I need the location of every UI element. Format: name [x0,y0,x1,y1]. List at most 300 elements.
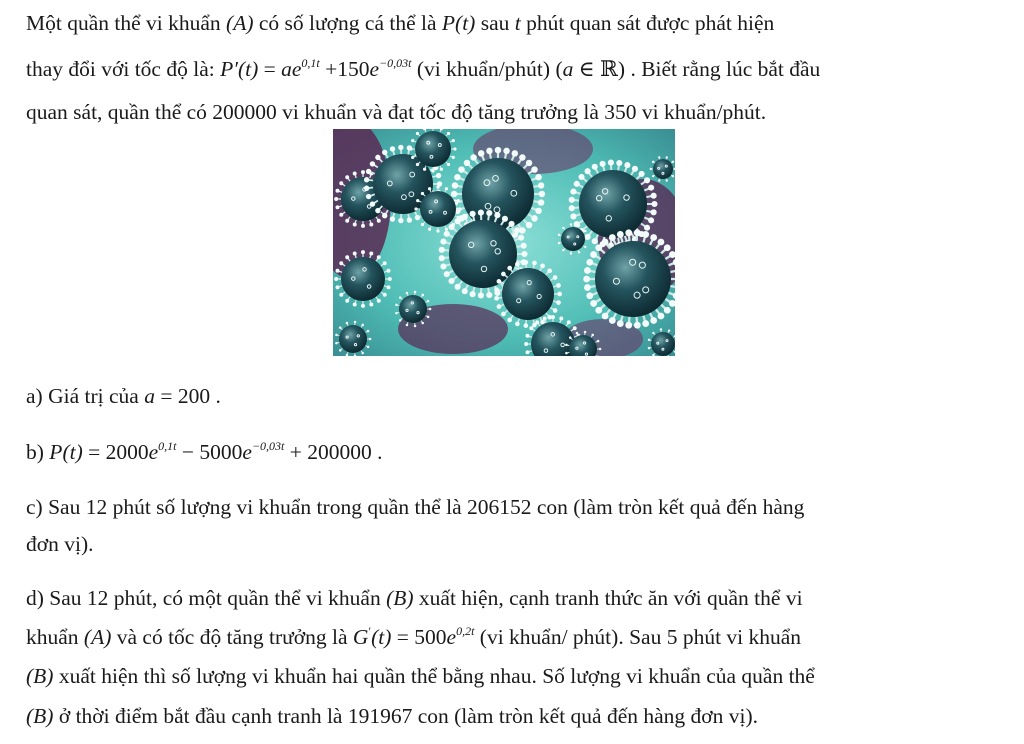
virus-spike-tip [658,239,665,246]
intro-line-3: quan sát, quần thể có 200000 vi khuẩn và đạt tốc độ tăng trưởng là 350 vi khuẩn/phút. [26,100,767,124]
virus-spike-tip [567,320,571,324]
virus-spike-tip [634,229,641,236]
virus-spike-tip [648,185,654,191]
virus-spike-tip [436,229,439,232]
option-c-line-1: c) Sau 12 phút số lượng vi khuẩn trong quần thể là 206152 con (làm tròn kết quả đến hàng [26,495,805,519]
option-b [26,438,383,466]
virus-spike-tip [444,231,450,237]
function-arg: (t) [371,625,392,649]
virus-spike-tip [486,292,492,298]
virus-spike-tip [650,168,652,170]
option-a-value: = 200 [154,384,211,408]
condition-paren: ( [555,57,563,81]
virus-spike-tip [625,229,632,236]
virus-spike-tip [436,173,441,178]
option-c-line-2: đơn vị). [26,532,94,556]
virus-spike-tip [440,168,443,171]
virus-spike-tip [501,272,506,277]
virus-spike-tip [497,279,502,284]
function-arg: (t) [237,57,259,81]
intro-line-1 [26,9,774,37]
virus-spike-tip [367,346,370,349]
virus-spike-tip [470,291,476,297]
virus-body [653,159,673,179]
virus-spike-tip [570,213,576,219]
virus-spike-tip [339,261,343,265]
virus-spike-tip [377,299,381,303]
virus-spike-tip [584,284,591,291]
virus-spike-tip [444,271,450,277]
bacteria-image [333,129,675,356]
intro-text: thay đổi với tốc độ là: [26,57,221,81]
virus-spike-tip [335,189,339,193]
virus-spike-tip [609,234,616,241]
virus-spike-tip [553,308,558,313]
virus-spike-tip [514,227,520,233]
virus-spike-tip [429,308,432,311]
virus-spike-tip [334,197,338,201]
virus-spike-tip [411,156,414,159]
virus-spike-tip [565,344,568,347]
virus-spike-tip [668,329,670,331]
virus-spike-tip [660,328,662,330]
virus-spike-tip [447,132,450,135]
virus-spike-tip [421,294,424,297]
virus-spike-tip [387,269,391,273]
virus-body [502,268,554,320]
virus-spike-tip [369,223,373,227]
virus-spike-tip [652,175,654,177]
virus-spike-tip [507,318,512,323]
virus-spike-tip [524,342,528,346]
virus-body [595,241,671,317]
virus-spike-tip [395,304,398,307]
virus-spike-tip [570,223,572,225]
virus-spike-tip [388,277,392,281]
virus-spike-tip [495,147,501,153]
virus-spike-tip [335,334,338,337]
virus-spike-tip [462,288,468,294]
euler-e: e [369,57,380,81]
virus-spike-tip [644,225,650,231]
option-b-constant: + 200000 . [284,440,383,464]
virus-spike-tip [369,251,373,255]
virus-spike-tip [648,339,650,341]
option-d-coef: = 500 [391,625,447,649]
virus-spike-tip [531,166,537,172]
virus-spike-tip [602,239,609,246]
option-d-text: và có tốc độ tăng trưởng là [111,625,353,649]
virus-spike-tip [398,218,403,223]
virus-spike-tip [345,255,349,259]
virus-spike-tip [664,307,671,314]
virus-spike-tip [664,244,671,251]
virus-spike-tip [562,227,564,229]
virus-spike-tip [409,147,412,150]
virus-spike-tip [454,174,460,180]
virus-spike-tip [562,249,564,251]
virus-spike-tip [531,215,537,221]
virus-spike-tip [521,243,527,249]
virus-spike-tip [578,251,580,253]
virus-spike-tip [569,197,575,203]
virus-spike-tip [642,320,649,327]
virus-spike-tip [525,350,529,354]
virus-spike-tip [447,163,450,166]
intro-line-2 [26,55,820,83]
virus-spike-tip [583,276,590,283]
exponent-1: 0,1t [301,56,320,70]
virus-spike-tip [361,324,364,327]
virus-spike-tip [651,201,657,207]
intro-text: Một quần thể vi khuẩn [26,11,227,35]
virus-spike-tip [650,234,657,241]
virus-spike-tip [543,316,547,320]
virus-spike-tip [538,199,544,205]
virus-spike-tip [455,284,461,290]
virus-spike-tip [439,255,445,261]
exponent-1: 0,1t [158,439,177,453]
virus-spike-tip [584,246,586,248]
virus-spike-tip [595,244,602,251]
virus-spike-tip [578,174,584,180]
virus-spike-tip [586,238,588,240]
option-d-line-1 [26,584,803,612]
virus-spike-tip [570,189,576,195]
virus-spike-tip [457,199,460,202]
virus-spike-tip [521,251,527,257]
virus-spike-tip [576,332,579,335]
virus-spike-tip [494,296,499,301]
term-ae: ae [281,57,302,81]
virus-spike-tip [569,205,575,211]
virus-spike-tip [452,139,455,142]
virus-spike-tip [445,228,448,231]
virus-spike-tip [339,326,342,329]
virus-spike-tip [556,300,561,305]
virus-spike-tip [383,261,387,265]
virus-spike-tip [592,164,598,170]
virus-body [579,170,647,238]
virus-spike-tip [585,168,591,174]
virus-spike-tip [428,228,431,231]
exponent-2: −0,03t [379,56,412,70]
virus-spike-tip [519,227,525,233]
virus-spike-tip [574,181,580,187]
population-B-symbol: (B) [386,586,414,610]
virus-spike-tip [445,187,448,190]
virus-spike-tip [462,214,468,220]
virus-body [399,295,427,323]
virus-spike-tip [651,209,657,215]
virus-spike-tip [569,336,572,339]
virus-spike-tip [617,320,624,327]
population-B-symbol: (B) [26,664,54,688]
virus-spike-tip [370,161,375,166]
prime-mark: ′ [368,624,372,638]
virus-spike-tip [375,155,380,160]
virus-spike-tip [455,218,461,224]
virus-spike-tip [526,160,532,166]
virus-spike-tip [651,193,657,199]
intro-text: . Biết rằng lúc bắt đầu [625,57,821,81]
virus-spike-tip [440,239,446,245]
virus-spike-tip [440,263,446,269]
option-d-text: khuẩn [26,625,84,649]
virus-spike-tip [523,260,528,265]
option-a-var: a [144,384,155,408]
option-a-label: a) Giá trị của [26,384,145,408]
virus-spike-tip [478,150,484,156]
virus-spike-tip [540,320,545,325]
virus-spike-tip [584,230,586,232]
virus-spike-tip [666,179,668,181]
virus-spike-tip [427,300,430,303]
virus-spike-tip [624,162,630,168]
virus-spike-tip [507,266,512,271]
virus-spike-tip [639,171,645,177]
virus-body [341,257,385,301]
virus-spike-tip [407,217,412,222]
virus-spike-tip [364,177,369,182]
virus-spike-tip [565,352,568,355]
virus-spike-tip [382,213,387,218]
population-A-symbol: (A) [226,11,254,35]
virus-spike-tip [672,175,674,177]
virus-spike-tip [617,231,624,238]
virus-spike-tip [416,216,419,219]
virus-body [449,220,517,288]
virus-spike-tip [486,148,492,154]
intro-text: sau [475,11,515,35]
virus-spike-tip [406,292,409,295]
virus-spike-tip [642,231,649,238]
variable-t: t [514,11,521,35]
virus-spike-tip [608,160,614,166]
virus-spike-tip [609,317,616,324]
option-a [26,382,221,410]
virus-spike-tip [423,168,426,171]
exponent: 0,2t [456,624,475,638]
virus-spike-tip [672,161,674,163]
virus-spike-tip [648,217,654,223]
function-G-symbol: G [352,625,369,649]
virus-spike-tip [584,267,591,274]
virus-spike-tip [625,322,632,329]
virus-spike-tip [448,278,454,284]
virus-spike-tip [551,315,555,319]
virus-spike-tip [382,150,387,155]
function-arg: (t) [62,440,83,464]
virus-spike-tip [335,285,339,289]
virus-spike-tip [519,154,525,160]
virus-spike-tip [428,187,431,190]
option-b-label: b) [26,440,50,464]
function-P-symbol: P [49,440,63,464]
virus-spike-tip [470,154,476,160]
virus-spike-tip [375,208,380,213]
virus-spike-tip [366,169,371,174]
virus-spike-tip [452,192,455,195]
virus-spike-tip [421,192,424,195]
virus-spike-tip [335,205,339,209]
virus-spike-tip [553,275,558,280]
plus-term: +150 [319,57,370,81]
virus-spike-tip [600,161,606,167]
virus-body [462,158,534,230]
virus-spike-tip [366,194,371,199]
derivative-symbol: P′ [220,57,238,81]
virus-spike-tip [502,216,508,222]
virus-spike-tip [652,332,654,334]
virus-spike-tip [361,304,365,308]
virus-spike-tip [335,269,339,273]
virus-spike-tip [558,242,560,244]
virus-spike-tip [414,207,417,210]
virus-spike-tip [556,283,561,288]
virus-body [561,227,585,251]
intro-text: có số lượng cá thể là [253,11,442,35]
virus-spike-tip [398,145,403,150]
virus-spike-tip [353,251,357,255]
virus-spike-tip [377,219,381,223]
virus-spike-tip [586,292,593,299]
virus-spike-tip [509,221,515,227]
virus-spike-tip [535,320,539,324]
population-A-symbol: (A) [83,625,112,649]
virus-spike-tip [339,181,343,185]
virus-spike-tip [345,175,349,179]
virus-spike-tip [525,334,529,338]
option-b-coef2: − 5000 [176,440,243,464]
virus-spike-tip [535,208,541,214]
virus-spike-tip [539,191,545,197]
option-d-text: xuất hiện, cạnh tranh thức ăn với quần thể vi [413,586,803,610]
virus-spike-tip [390,216,395,221]
virus-spike-tip [339,349,342,352]
virus-spike-tip [439,247,445,253]
virus-spike-tip [353,223,357,227]
virus-spike-tip [540,263,545,268]
virus-spike-tip [345,299,349,303]
virus-spike-tip [361,224,365,228]
virus-spike-tip [478,210,484,216]
virus-spike-tip [616,160,622,166]
virus-spike-tip [453,147,456,150]
virus-spike-tip [586,259,593,266]
virus-spike-tip [353,171,357,175]
virus-spike-tip [559,316,563,320]
virus-spike-tip [399,296,402,299]
virus-spike-tip [427,316,430,319]
exponent-2: −0,03t [251,439,285,453]
virus-spike-tip [578,224,580,226]
virus-spike-tip [416,199,419,202]
virus-spike-tip [452,182,458,188]
virus-spike-tip [399,319,402,322]
virus-spike-tip [532,261,537,266]
virus-spike-tip [518,235,524,241]
virus-spike-tip [377,255,381,259]
virus-spike-tip [367,330,370,333]
virus-spike-tip [547,268,552,273]
virus-spike-tip [346,322,349,325]
virus-spike-tip [526,222,532,228]
virus-spike-tip [478,292,484,298]
condition-var: a [562,57,574,81]
condition-rest: ∈ ℝ) [573,57,626,81]
option-d-text: xuất hiện thì số lượng vi khuẩn hai quần thể bằng nhau. Số lượng vi khuẩn của quần thể [53,664,815,688]
virus-spike-tip [334,277,338,281]
virus-spike-tip [361,352,364,355]
virus-spike-tip [387,285,391,289]
virus-spike-tip [416,132,419,135]
option-d-text: ở thời điểm bắt đầu cạnh tranh là 191967 con (làm tròn kết quả đến hàng đơn vị). [53,704,759,728]
virus-spike-tip [494,287,499,292]
virus-spike-tip [457,216,460,219]
virus-spike-tip [364,186,369,191]
euler-e: e [148,440,159,464]
virus-spike-tip [390,146,395,151]
virus-spike-tip [523,323,528,328]
virus-spike-tip [538,182,544,188]
virus-spike-tip [515,262,520,267]
virus-spike-tip [421,322,424,325]
virus-spike-tip [644,177,650,183]
virus-spike-tip [597,340,600,343]
population-B-symbol: (B) [26,704,54,728]
virus-spike-tip [573,326,577,330]
virus-spike-tip [494,212,500,218]
option-d-line-2 [26,623,801,651]
virus-spike-tip [658,179,660,181]
virus-spike-tip [335,342,338,345]
virus-spike-tip [486,210,492,216]
virus-spike-tip [369,303,373,307]
virus-body [420,191,456,227]
virus-spike-tip [458,207,461,210]
virus-spike-tip [370,201,375,206]
function-P-symbol: P [441,11,456,35]
virus-spike-tip [339,293,343,297]
virus-spike-tip [361,170,365,174]
virus-spike-tip [470,211,476,217]
virus-spike-tip [431,169,434,172]
virus-spike-tip [361,250,365,254]
virus-spike-tip [353,303,357,307]
virus-spike-tip [650,317,657,324]
function-arg: (t) [455,11,476,35]
virus-spike-tip [458,166,464,172]
virus-spike-tip [501,312,506,317]
virus-spike-tip [421,223,424,226]
euler-e: e [242,440,252,464]
intro-text: phút quan sát được phát hiện [520,11,775,35]
virus-spike-tip [584,331,587,334]
euler-e: e [446,625,457,649]
virus-spike-tip [464,160,470,166]
virus-spike-tip [512,150,518,156]
virus-spike-tip [503,148,509,154]
virus-spike-tip [395,312,398,315]
option-d-line-3 [26,662,815,690]
option-a-dot: . [210,384,221,408]
virus-spike-tip [452,223,455,226]
virus-spike-tip [345,219,349,223]
virus-body [415,131,451,167]
virus-spike-tip [383,293,387,297]
unit-text: (vi khuẩn/phút) [411,57,556,81]
